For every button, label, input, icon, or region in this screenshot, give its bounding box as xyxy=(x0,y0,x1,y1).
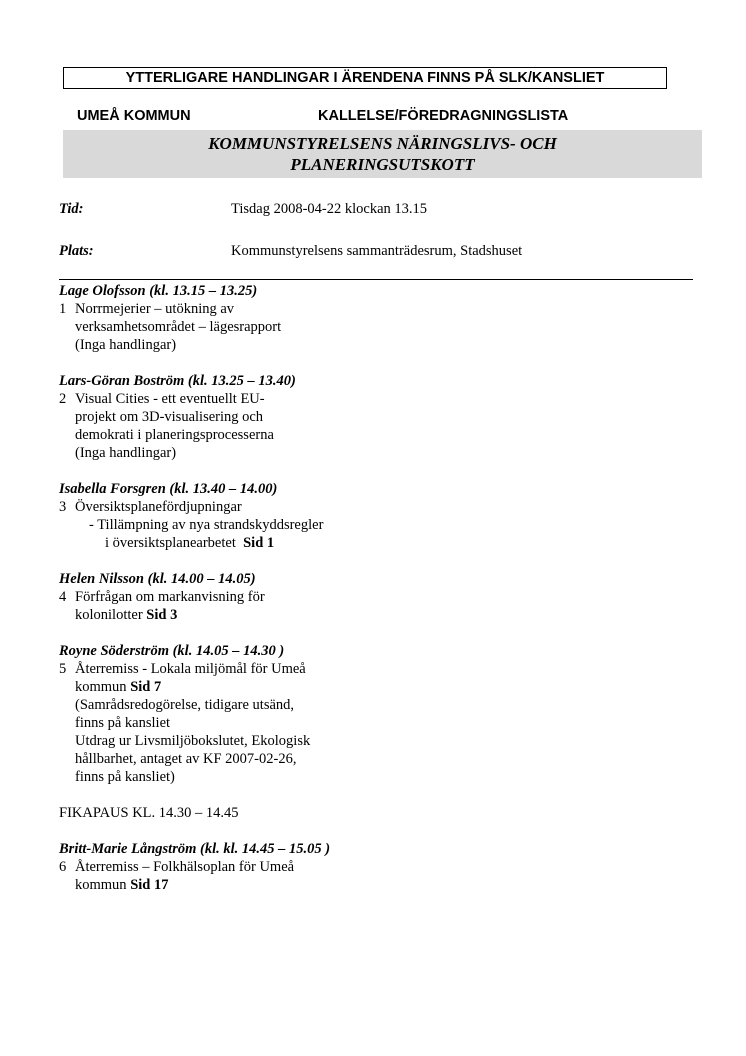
item-note: finns på kansliet) xyxy=(75,769,175,785)
item-subtext: - Tillämpning av nya strandskyddsregler xyxy=(89,517,324,533)
place-value: Kommunstyrelsens sammanträdesrum, Stadshuset xyxy=(231,243,523,259)
speaker: Lars-Göran Boström (kl. 13.25 – 13.40) xyxy=(59,373,296,389)
coffee-break: FIKAPAUS KL. 14.30 – 14.45 xyxy=(59,805,239,821)
org-name: UMEÅ KOMMUN xyxy=(77,108,191,124)
speaker: Lage Olofsson (kl. 13.15 – 13.25) xyxy=(59,283,258,299)
item-text: Visual Cities - ett eventuellt EU- xyxy=(75,391,265,407)
agenda-item-5 xyxy=(59,642,659,786)
agenda-item-2 xyxy=(59,372,659,462)
speaker: Britt-Marie Långström (kl. kl. 14.45 – 15.05 ) xyxy=(59,841,331,857)
agenda-item-1 xyxy=(59,282,659,354)
item-text: demokrati i planeringsprocesserna xyxy=(75,427,274,443)
speaker: Helen Nilsson (kl. 14.00 – 14.05) xyxy=(59,571,256,587)
item-text: (Inga handlingar) xyxy=(75,337,177,353)
item-text: Förfrågan om markanvisning för xyxy=(75,589,265,605)
page-reference: Sid 1 xyxy=(243,535,275,551)
document-type: KALLELSE/FÖREDRAGNINGSLISTA xyxy=(318,108,569,124)
item-text: Återremiss - Lokala miljömål för Umeå xyxy=(75,661,306,677)
time-value: Tisdag 2008-04-22 klockan 13.15 xyxy=(231,201,428,217)
item-text: (Inga handlingar) xyxy=(75,445,177,461)
item-text: Norrmejerier – utökning av xyxy=(75,301,235,317)
item-number: 5 xyxy=(59,661,67,677)
page-reference: Sid 3 xyxy=(146,607,178,623)
item-note: finns på kansliet xyxy=(75,715,171,731)
item-number: 3 xyxy=(59,499,67,515)
item-text: verksamhetsområdet – lägesrapport xyxy=(75,319,282,335)
item-note: (Samrådsredogörelse, tidigare utsänd, xyxy=(75,697,295,713)
notice-box: YTTERLIGARE HANDLINGAR I ÄRENDENA FINNS PÅ SLK/KANSLIET xyxy=(63,67,667,89)
place-label: Plats: xyxy=(59,243,94,259)
committee-line-2: PLANERINGSUTSKOTT xyxy=(290,155,475,174)
committee-line-1: KOMMUNSTYRELSENS NÄRINGSLIVS- OCH xyxy=(208,134,557,153)
item-text: Återremiss – Folkhälsoplan för Umeå xyxy=(75,859,295,875)
item-text: kolonilotter Sid 3 xyxy=(75,607,178,623)
item-number: 2 xyxy=(59,391,67,407)
item-number: 6 xyxy=(59,859,67,875)
time-label: Tid: xyxy=(59,201,84,217)
speaker: Isabella Forsgren (kl. 13.40 – 14.00) xyxy=(59,481,278,497)
item-note: hållbarhet, antaget av KF 2007-02-26, xyxy=(75,751,297,767)
agenda-list xyxy=(59,282,659,912)
item-note: Utdrag ur Livsmiljöbokslutet, Ekologisk xyxy=(75,733,311,749)
item-number: 1 xyxy=(59,301,67,317)
item-number: 4 xyxy=(59,589,67,605)
agenda-item-4 xyxy=(59,570,659,624)
item-text: kommun Sid 17 xyxy=(75,877,169,893)
divider xyxy=(59,279,693,280)
speaker: Royne Söderström (kl. 14.05 – 14.30 ) xyxy=(59,643,285,659)
item-text: Översiktsplanefördjupningar xyxy=(75,499,242,515)
item-text: kommun Sid 7 xyxy=(75,679,162,695)
page-reference: Sid 17 xyxy=(130,877,169,893)
item-text: projekt om 3D-visualisering och xyxy=(75,409,264,425)
agenda-item-3 xyxy=(59,480,659,552)
page-reference: Sid 7 xyxy=(130,679,162,695)
item-subtext: i översiktsplanearbetet Sid 1 xyxy=(105,535,275,551)
committee-banner xyxy=(63,130,702,178)
agenda-item-6 xyxy=(59,840,659,894)
